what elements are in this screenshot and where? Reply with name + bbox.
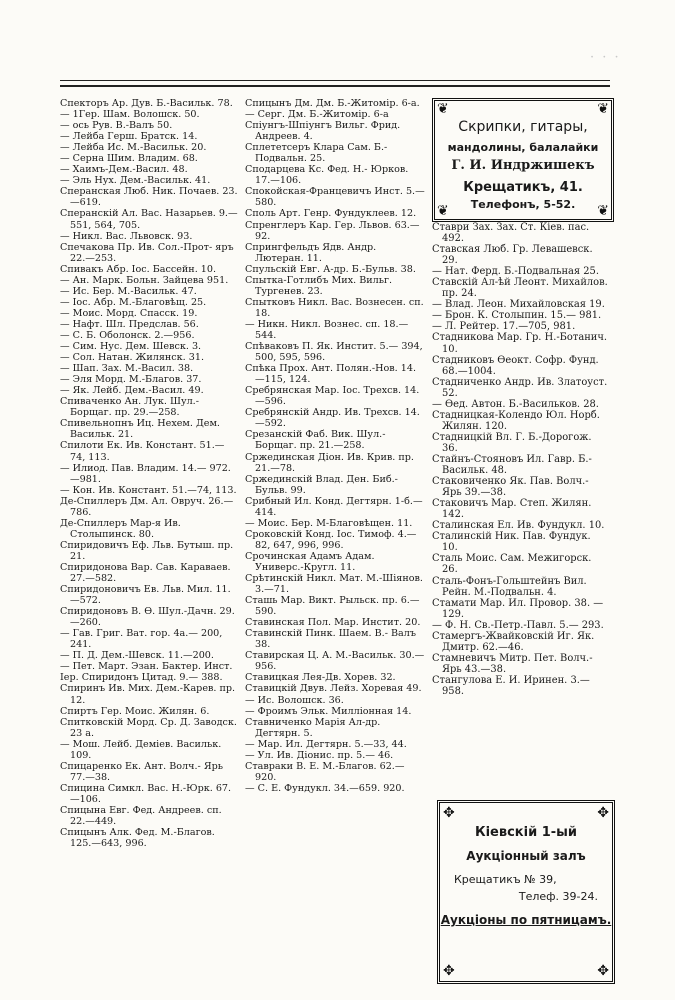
directory-entry: — Пет. Март. Эзан. Бактер. Инст. (60, 661, 233, 673)
directory-entry: Стадникова Мар. Гр. Н.-Ботанич. 10. (432, 332, 608, 355)
directory-entry: — Никн. Никл. Вознес. сп. 18.— 544. (245, 318, 409, 341)
directory-entry: Спиринъ Ив. Мих. Дем.-Карев. пр. 12. (60, 683, 236, 706)
ornament-icon: ✥ (443, 805, 455, 821)
ornament-icon: ❦ (437, 203, 449, 219)
directory-entry: Де-Спиллеръ Дм. Ал. Овруч. 26.—786. (60, 495, 234, 518)
directory-entry: Спиридонова Вар. Сав. Караваев. 27.—582. (60, 561, 231, 585)
directory-entry: Спицына Евг. Фед. Андреев. сп. 22.—449. (60, 805, 222, 828)
directory-entry: Ставри Зах. Зах. Ст. Кіев. пас. 492. (432, 222, 590, 245)
ad-line: Кіевскій 1-ый (474, 825, 578, 840)
directory-entry: — Эля Морд. М.-Благов. 37. (60, 374, 202, 386)
directory-entry: — Ѳед. Автон. Б.-Васильков. 28. (432, 398, 599, 410)
directory-entry: — Іос. Абр. М.-Благовѣщ. 25. (60, 296, 207, 308)
ad-line: Телефонъ, 5-52. (470, 198, 576, 211)
directory-entry: Спульскій Евг. А-др. Б.-Бульв. 38. (245, 263, 416, 275)
ad-line: Г. И. Индржишекъ (451, 158, 595, 173)
directory-entry: Срѣтинскій Никл. Мат. М.-Шіянов. 3.—71. (245, 573, 423, 596)
directory-entry: Сталь-Фонъ-Гольштейнъ Вил. Рейн. М.-Подвальн. 4. (432, 575, 587, 598)
directory-entry: — С. Е. Фундукл. 34.—659. 920. (245, 782, 405, 794)
directory-entry: Стангулова Е. И. Иринен. 3.— 958. (432, 674, 590, 697)
ad-line: мандолины, балалайки (447, 141, 599, 154)
ad-line: Аукціоны по пятницамъ. (440, 913, 612, 927)
directory-entry: Ставицкій Двув. Лейз. Хоревая 49. (245, 683, 422, 695)
directory-entry: Сташь Мар. Викт. Рыльск. пр. 6.—590. (245, 595, 420, 618)
column-right (432, 222, 608, 697)
directory-entry: Ставская Люб. Гр. Левашевск. 29. (432, 244, 593, 267)
directory-entry: Де-Спиллеръ Мар-я Ив. Столыпинск. 80. (60, 517, 181, 540)
directory-entry: — С. Б. Оболонск. 2.—956. (60, 329, 195, 341)
directory-entry: Ставинская Пол. Мар. Инстит. 20. (245, 617, 421, 629)
ornament-icon: ❦ (597, 101, 609, 117)
directory-entry: Ставскій Ал-ѣй Леонт. Михайлов. пр. 24. (432, 277, 608, 300)
directory-entry: Стадницкая-Колендо Юл. Норб. Жилян. 120. (432, 409, 600, 432)
directory-entry: — Гав. Григ. Ват. гор. 4а.— 200, 241. (60, 628, 223, 651)
directory-entry: Сперанская Люб. Ник. Почаев. 23.—619. (60, 186, 238, 209)
auction-hall-ad (437, 800, 615, 984)
directory-entry: Спиваченко Ан. Лук. Шул.-Борщаг. пр. 29.—258. (60, 396, 199, 419)
column-left (60, 98, 238, 849)
header-rule-thick (60, 85, 610, 87)
directory-entry: Срезанскій Фаб. Вик. Шул.- Борщаг. пр. 21.—258. (245, 429, 386, 452)
directory-entry: Спекторъ Ар. Дув. Б.-Васильк. 78. (60, 98, 233, 109)
directory-entry: Спиртъ Гер. Моис. Жилян. 6. (60, 705, 210, 717)
directory-entry: Спивакъ Абр. Іос. Бассейн. 10. (60, 263, 217, 275)
directory-entry: Ставинскій Пинк. Шаем. В.- Валъ 38. (245, 628, 416, 651)
directory-entry: — Влад. Леон. Михайловская 19. (432, 299, 605, 311)
directory-entry: — Лейба Герш. Братск. 14. (60, 131, 198, 143)
directory-entry: Спіунгъ-Шпіунгъ Вильг. Фрид. Андреев. 4. (245, 120, 401, 143)
directory-entry: Спиридовичъ Еф. Льв. Бутыш. пр. 21. (60, 539, 234, 562)
directory-entry: Спытка-Готлибъ Мих. Вильг. Тургенев. 23. (245, 274, 393, 297)
directory-entry: Спицынъ Дм. Дм. Б.-Житомір. 6-а. (245, 98, 420, 109)
directory-entry: — Сол. Натан. Жилянск. 31. (60, 352, 204, 364)
directory-entry: Ставниченко Марія Ал-др. Дегтярн. 5. (245, 716, 381, 739)
directory-entry: Сребрянскій Андр. Ив. Трехсв. 14.—592. (245, 407, 420, 430)
directory-entry: — Шап. Зах. М.-Васил. 38. (60, 363, 194, 375)
directory-entry: — Эль Нух. Дем.-Васильк. 41. (60, 175, 211, 187)
directory-entry: Спилоти Ек. Ив. Констант. 51.—74, 113. (60, 440, 225, 463)
directory-entry: — Хаимъ-Дем.-Васил. 48. (60, 164, 188, 176)
directory-entry: Сржединскій Влад. Ден. Биб.- Бульв. 99. (245, 473, 398, 496)
ad-line: Крещатикъ, 41. (463, 180, 583, 195)
header-rule (60, 80, 610, 81)
ad-line: Крещатикъ № 39, (454, 873, 557, 886)
music-shop-ad (432, 98, 614, 222)
ornament-icon: ✥ (597, 805, 609, 821)
directory-entry: Стадниченко Андр. Ив. Златоуст. 52. (432, 376, 608, 399)
directory-entry: — Илиод. Пав. Владим. 14.— 972.—981. (60, 462, 231, 485)
directory-entry: Сталь Моис. Сам. Межигорск. 26. (432, 553, 592, 576)
directory-entry: — Серг. Дм. Б.-Житомір. 6-а (245, 109, 389, 121)
directory-entry: Спивельнопнъ Иц. Нехем. Дем. Васильк. 21. (60, 418, 220, 441)
directory-entry: Спѣка Прох. Ант. Полян.-Нов. 14.—115, 124. (245, 363, 417, 386)
directory-entry: Стайнъ-Стояновъ Ил. Гавр. Б.- Васильк. 48. (432, 453, 592, 477)
directory-entry: — 1Гер. Шам. Волошск. 50. (60, 109, 200, 121)
directory-entry: — Брон. К. Столыпин. 15.— 981. (432, 310, 602, 322)
directory-entry: — Мар. Ил. Дегтярн. 5.—33, 44. (245, 738, 407, 750)
directory-entry: — Ис. Бер. М.-Васильк. 47. (60, 285, 197, 297)
directory-entry: — Л. Рейтер. 17.—705, 981. (432, 321, 576, 333)
directory-entry: — Лейба Ис. М.-Васильк. 20. (60, 142, 207, 154)
directory-entry: Стадницкій Вл. Г. Б.-Дорогож. 36. (432, 431, 592, 454)
directory-entry: — Сим. Нус. Дем. Шевск. 3. (60, 341, 202, 353)
directory-entry: Спокойская-Францевичъ Инст. 5.—580. (245, 186, 425, 209)
corner-mark: · · · (590, 50, 621, 65)
directory-entry: Стадниковъ Ѳеокт. Софр. Фунд. 68.—1004. (432, 354, 599, 377)
directory-entry: — Ул. Ив. Діонис. пр. 5.— 46. (245, 749, 394, 761)
directory-entry: Спиридоновичъ Ев. Льв. Мил. 11.—572. (60, 584, 231, 607)
directory-entry: Сржединская Діон. Ив. Крив. пр. 21.—78. (245, 451, 414, 474)
directory-entry: — Фроимъ Эльк. Миллiонная 14. (245, 705, 412, 717)
directory-entry: Стаковичъ Мар. Степ. Жилян. 142. (432, 498, 592, 521)
ad-line: Скрипки, гитары, (458, 119, 588, 135)
directory-entry: Ставирская Ц. А. М.-Васильк. 30.—956. (245, 650, 425, 673)
directory-entry: — Серна Шим. Владим. 68. (60, 153, 198, 165)
ornament-icon: ❦ (437, 101, 449, 117)
directory-entry: Ставицкая Лея-Дв. Хорев. 32. (245, 672, 396, 684)
ad-line: Телеф. 39-24. (518, 890, 598, 903)
directory-entry: Іер. Спиридонъ Цитад. 9.— 388. (60, 672, 223, 684)
directory-entry: — Як. Лейб. Дем.-Васил. 49. (60, 385, 204, 397)
directory-entry: Сплететсеръ Клара Сам. Б.- Подвальн. 25. (245, 142, 388, 165)
directory-entry: — Моис. Бер. М-Благовѣщен. 11. (245, 517, 413, 529)
directory-entry: — ось Рув. В.-Валъ 50. (60, 120, 173, 132)
directory-entry: Сроковскій Конд. Іос. Тимоф. 4.—82, 647, 996, 996. (245, 528, 417, 551)
ornament-icon: ❦ (597, 203, 609, 219)
directory-entry: — Ис. Волошск. 36. (245, 694, 344, 706)
directory-entry: — Моис. Морд. Спасск. 19. (60, 307, 198, 319)
directory-entry: Срибный Ил. Конд. Дегтярн. 1-б.—414. (245, 495, 423, 518)
directory-entry: Стаковиченко Як. Пав. Волч.- Ярь 39.—38. (432, 476, 589, 499)
directory-entry: — Никл. Вас. Львовск. 93. (60, 230, 193, 242)
directory-entry: Спитковскій Морд. Ср. Д. Заводск. 23 а. (60, 716, 237, 739)
directory-entry: Сталинская Ел. Ив. Фундукл. 10. (432, 520, 605, 532)
directory-entry: — Ан. Марк. Больн. Зайцева 951. (60, 274, 229, 286)
directory-entry: Сталинскій Ник. Пав. Фундук. 10. (432, 531, 591, 554)
directory-entry: Сподарцева Кс. Фед. Н.- Юрков. 17.—106. (245, 164, 409, 187)
ornament-icon: ✥ (443, 963, 455, 979)
directory-entry: Спицина Симкл. Вас. Н.-Юрк. 67.—106. (60, 782, 232, 805)
directory-entry: Спрингфельдъ Ядв. Андр. Лютеран. 11. (245, 241, 377, 264)
ornament-icon: ✥ (597, 963, 609, 979)
directory-entry: — Нафт. Шл. Предслав. 56. (60, 318, 199, 330)
directory-entry: — Мош. Лейб. Деміев. Васильк. 109. (60, 738, 222, 761)
directory-entry: — Ф. Н. Св.-Петр.-Павл. 5.— 293. (432, 619, 604, 631)
directory-entry: Спиридоновъ В. Ѳ. Шул.-Дачн. 29.—260. (60, 606, 235, 629)
directory-entry: Споль Арт. Генр. Фундуклеев. 12. (245, 208, 417, 220)
directory-entry: Ставраки В. Е. М.-Благов. 62.— 920. (245, 760, 405, 783)
directory-entry: Спицаренко Ек. Ант. Волч.- Ярь 77.—38. (60, 760, 223, 783)
directory-entry: Сперанскій Ал. Вас. Назарьев. 9.—551, 564, 705. (60, 208, 238, 231)
directory-entry: — П. Д. Дем.-Шевск. 11.—200. (60, 650, 214, 662)
directory-entry: Спечакова Пр. Ив. Сол.-Прот- яръ 22.—253. (60, 241, 234, 264)
directory-entry: — Кон. Ив. Констант. 51.—74, 113. (60, 484, 237, 496)
directory-entry: — Нат. Ферд. Б.-Подвальная 25. (432, 266, 599, 278)
ad-line: Аукціонный залъ (466, 849, 586, 863)
directory-entry: Спытковъ Никл. Вас. Вознесен. сп. 18. (245, 296, 424, 319)
directory-entry: Спѣваковъ П. Як. Инстит. 5.— 394, 500, 595, 596. (245, 341, 423, 364)
directory-entry: Сребрянская Мар. Іос. Трехсв. 14.—596. (245, 385, 420, 408)
directory-entry: Стамати Мар. Ил. Провор. 38. —129. (432, 597, 604, 620)
directory-entry: Спренглеръ Кар. Гер. Львов. 63.—92. (245, 219, 420, 242)
directory-entry: Спицынъ Алк. Фед. М.-Благов. 125.—643, 996. (60, 827, 215, 850)
column-middle (245, 98, 425, 794)
directory-entry: Стамневичъ Митр. Пет. Волч.- Ярь 43.—38. (432, 652, 593, 675)
directory-entry: Стамергъ-Жвайковскій Иг. Як. Дмитр. 62.—46. (432, 630, 595, 653)
directory-entry: Срочинская Адамъ Адам. Универс.-Кругл. 11. (245, 550, 375, 573)
